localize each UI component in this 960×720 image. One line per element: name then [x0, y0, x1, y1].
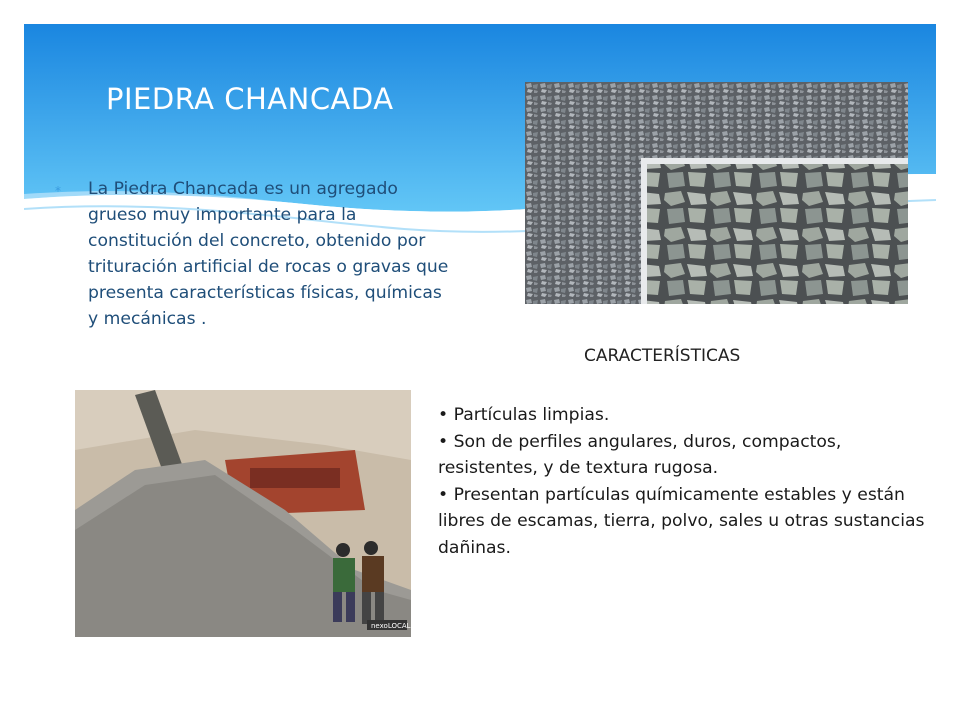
bullet-icon: * [55, 184, 61, 198]
intro-paragraph [55, 176, 455, 332]
pile-photo-watermark: nexoLOCAL [371, 622, 411, 630]
gravel-pile-illustration [75, 390, 411, 637]
characteristics-heading: CARACTERÍSTICAS [584, 346, 741, 366]
characteristics-list [438, 402, 936, 561]
intro-text: La Piedra Chancada es un agregado grueso muy importante para la constitución del concreto, obtenido por trituración artificial de rocas o gravas que presenta características físicas, químicas y mecánicas . [88, 179, 449, 329]
characteristic-item: • Son de perfiles angulares, duros, compactos, resistentes, y de textura rugosa. [438, 431, 842, 478]
characteristic-item: • Partículas limpias. [438, 405, 610, 425]
slide [24, 24, 936, 696]
characteristic-item: • Presentan partículas químicamente estables y están libres de escamas, tierra, polvo, sales u otras sustancias dañinas. [438, 484, 925, 558]
gravel-photo [525, 82, 908, 304]
gravel-photo-illustration [525, 82, 908, 304]
page-title: PIEDRA CHANCADA [106, 82, 394, 116]
gravel-pile-photo [75, 390, 411, 637]
